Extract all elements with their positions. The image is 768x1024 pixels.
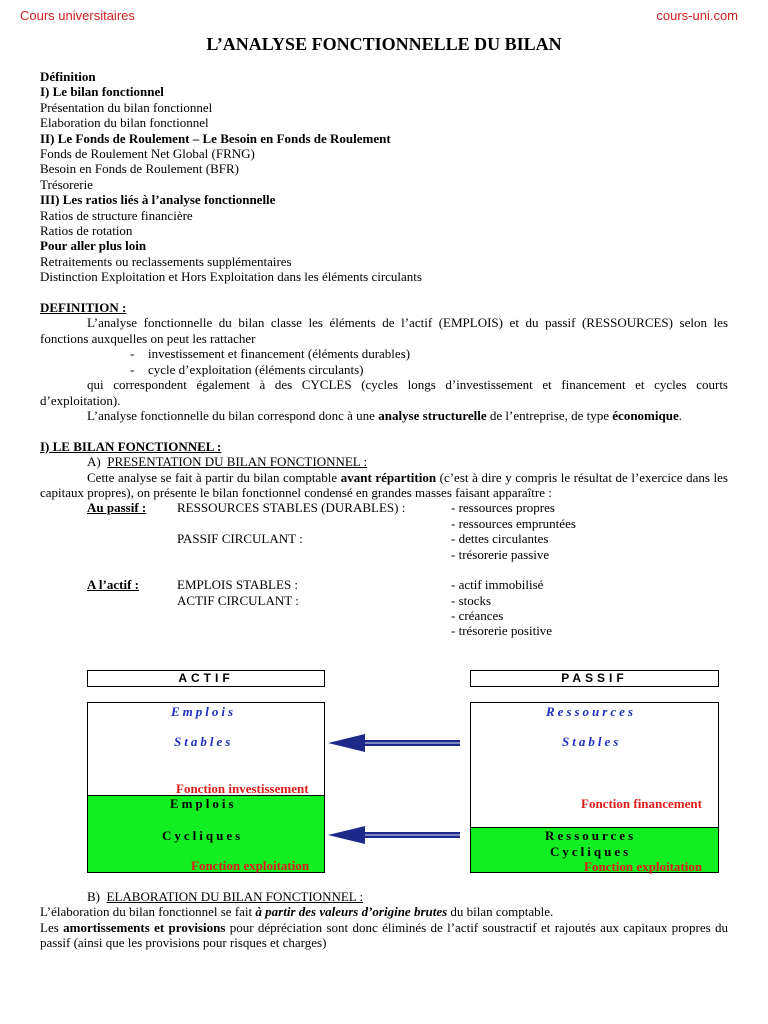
definition-heading: DEFINITION : <box>40 300 127 316</box>
section-b-heading: B) ELABORATION DU BILAN FONCTIONNEL : <box>87 889 364 904</box>
fonction-financement-label: Fonction financement <box>581 796 702 811</box>
cycliques-label-2: Cycliques <box>550 844 632 859</box>
bilan-heading: I) LE BILAN FONCTIONNEL : <box>40 438 222 454</box>
header-site-name: Cours universitaires <box>20 8 135 23</box>
bullet-marker: - <box>130 346 135 362</box>
fonction-exploitation-label-2: Fonction exploitation <box>584 859 703 874</box>
passif-block <box>470 702 719 873</box>
cycliques-label: Cycliques <box>162 828 244 843</box>
toc-item: Retraitements ou reclassements supplémentaires <box>40 253 292 269</box>
actif-header: ACTIF <box>87 670 325 687</box>
definition-bullet-1: - investissement et financement (éléments durables) <box>130 346 411 362</box>
toc-item: Définition <box>40 69 96 84</box>
ressources-label-2: Ressources <box>545 828 637 843</box>
actif-label: A l’actif : <box>87 577 139 593</box>
fonction-investissement-label: Fonction investissement <box>176 781 309 796</box>
toc-item: Distinction Exploitation et Hors Exploitation dans les éléments circulants <box>40 269 422 285</box>
table-of-contents <box>40 69 728 285</box>
passif-list: Au passif : RESSOURCES STABLES (DURABLES) : - ressources propres - ressources empruntées PASSIF CIRCULANT : - dettes circulantes - trésorerie passive <box>87 500 576 562</box>
page-title: L’ANALYSE FONCTIONNELLE DU BILAN <box>206 34 562 54</box>
bullet-marker: - <box>130 361 135 377</box>
ressources-label: Ressources <box>546 704 636 719</box>
passif-label: Au passif : <box>87 500 147 516</box>
section-b <box>40 889 728 951</box>
fonction-exploitation-label: Fonction exploitation <box>191 858 310 873</box>
document-body <box>40 69 728 639</box>
actif-block <box>87 702 325 873</box>
passif-header: PASSIF <box>470 670 719 687</box>
toc-item: Fonds de Roulement Net Global (FRNG) <box>40 146 255 162</box>
header-site-url[interactable]: cours-uni.com <box>656 8 738 23</box>
toc-item: Ratios de rotation <box>40 223 133 239</box>
section-a-intro: Cette analyse se fait à partir du bilan comptable avant répartition (c’est à dire y compris le résultat de l’exercice dans les capitaux propres), on présente le bilan fonctionnel condensé en grandes masses faisant apparaître : <box>40 469 728 500</box>
arrow-financement-icon <box>325 732 465 754</box>
toc-item: III) Les ratios liés à l’analyse fonctionnelle <box>40 192 276 208</box>
toc-item: II) Le Fonds de Roulement – Le Besoin en Fonds de Roulement <box>40 130 391 146</box>
definition-bullet-2: - cycle d’exploitation (éléments circulants) <box>130 361 364 377</box>
section-b-paragraph-2: Les amortissements et provisions pour dépréciation sont donc éliminés de l’actif soustractif et rajoutés aux capitaux propres du passif (ainsi que les provisions pour risques et charges) <box>40 919 728 951</box>
section-b-paragraph-1: L’élaboration du bilan fonctionnel se fait à partir des valeurs d’origine brutes du bilan comptable. <box>40 904 554 920</box>
toc-item: Ratios de structure financière <box>40 207 193 223</box>
toc-item: Elaboration du bilan fonctionnel <box>40 115 209 131</box>
arrow-exploitation-icon <box>325 824 465 846</box>
emplois-label: Emplois <box>171 704 237 719</box>
toc-item: Pour aller plus loin <box>40 238 147 254</box>
actif-list: A l’actif : EMPLOIS STABLES : - actif immobilisé ACTIF CIRCULANT : - stocks - créances - trésorerie positive <box>87 577 553 639</box>
definition-paragraph-2: qui correspondent également à des CYCLES (cycles longs d’investissement et financement et cycles courts d’exploitation). <box>40 377 728 408</box>
toc-item: I) Le bilan fonctionnel <box>40 84 164 100</box>
section-a-heading: A) PRESENTATION DU BILAN FONCTIONNEL : <box>87 454 368 470</box>
toc-item: Trésorerie <box>40 176 93 192</box>
definition-paragraph-3: L’analyse fonctionnelle du bilan correspond donc à une analyse structurelle de l’entreprise, de type économique. <box>87 407 682 423</box>
toc-item: Besoin en Fonds de Roulement (BFR) <box>40 161 239 177</box>
stables-label-2: Stables <box>562 734 622 749</box>
definition-paragraph-1: L’analyse fonctionnelle du bilan classe les éléments de l’actif (EMPLOIS) et du passif (RESSOURCES) selon les fonctions auxquelles on peut les rattacher <box>40 315 728 346</box>
emplois-label-2: Emplois <box>170 796 237 811</box>
toc-item: Présentation du bilan fonctionnel <box>40 99 213 115</box>
stables-label: Stables <box>174 734 234 749</box>
